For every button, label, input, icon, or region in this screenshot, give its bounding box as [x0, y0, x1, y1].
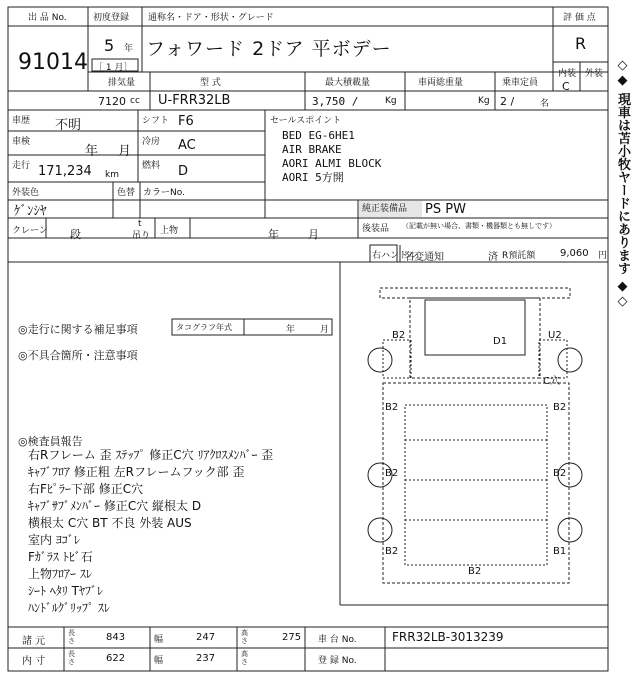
defects-title: ◎不具合箇所・注意事項	[18, 349, 138, 362]
inspector-line: ﾊﾝﾄﾞﾙｸﾞﾘｯﾌﾟ ｽﾚ	[28, 601, 110, 615]
shift-label: シフト	[142, 116, 170, 126]
width-label-2: 幅	[154, 656, 164, 666]
dim-length: 843	[106, 632, 126, 643]
interior-grade: C	[562, 80, 570, 93]
height-label-2: 高さ	[241, 650, 248, 666]
interior-grade-label: 内装	[558, 69, 577, 79]
sales-point: AORI ALMI BLOCK	[282, 157, 382, 170]
max-load-label: 最大積載量	[325, 78, 371, 88]
inspector-line: 右Fﾋﾟﾗｰ下部 修正C穴	[28, 482, 144, 496]
color-change-label: 色替	[117, 188, 136, 198]
upper-label: 上物	[160, 226, 179, 236]
sales-point: AORI 5方開	[282, 171, 344, 184]
mileage-label: 走行	[12, 161, 31, 171]
color-number-label: カラーNo.	[143, 188, 185, 198]
diagram-mark: B2	[385, 402, 399, 413]
model-code: U-FRR32LB	[158, 93, 231, 108]
inspector-line: ｷｬﾌﾞｻﾌﾞﾒﾝﾊﾞｰ 修正C穴 縦根太 D	[28, 499, 202, 513]
displacement: 7120	[98, 95, 126, 108]
sales-points-list	[282, 129, 381, 185]
driving-remarks-title: ◎走行に関する補足事項	[18, 323, 138, 336]
genuine-equip-label: 純正装備品	[359, 201, 422, 217]
year-value: 5	[104, 36, 115, 55]
diagram-mark: U2	[548, 330, 562, 341]
inspector-line: ｷｬﾌﾞﾌﾛｱ 修正粗 左Rフレームフック部 歪	[28, 465, 245, 479]
year-unit: 年	[124, 44, 134, 54]
crane-label: クレーン	[12, 226, 48, 236]
diagram-mark: B2	[553, 402, 567, 413]
chassis-no: FRR32LB-3013239	[392, 630, 504, 644]
aftermarket-label: 後装品	[362, 224, 390, 234]
crane-stage-label: 段	[70, 228, 81, 241]
diagram-mark: B2	[385, 468, 399, 479]
height-label: 高さ	[241, 629, 248, 645]
diagram-mark: B2	[468, 566, 482, 577]
displacement-unit: cc	[130, 96, 140, 106]
history-value: 不明	[55, 118, 82, 133]
inspection-year: 年	[85, 144, 99, 159]
inspector-line: Fｶﾞﾗｽ ﾄﾋﾞ石	[28, 550, 93, 564]
inspector-line: 室内 ﾖｺﾞﾚ	[28, 533, 80, 547]
genuine-equip: PS PW	[425, 202, 466, 217]
max-load: 3,750 /	[312, 95, 359, 108]
exterior-grade-label: 外装	[585, 69, 604, 79]
mileage-unit: km	[105, 170, 119, 180]
upper-year-label: 年	[268, 228, 279, 241]
gross-weight-unit: Kg	[478, 96, 490, 106]
history-label: 車歴	[12, 116, 31, 126]
first-reg-label: 初度登録	[93, 13, 130, 23]
inspector-report	[28, 447, 273, 617]
side-banner: ◇◆ 現車は苫小牧ヤードにあります ◆◇	[615, 58, 630, 310]
width-label: 幅	[154, 635, 164, 645]
chassis-label: 車 台 No.	[318, 635, 357, 645]
capacity: 2 /	[500, 95, 515, 108]
shift: F6	[178, 114, 194, 129]
tacho-label: タコグラフ年式	[176, 323, 232, 332]
diagram-mark: B2	[385, 546, 399, 557]
inspector-line: 右Rフレーム 歪 ｽﾃｯﾌﾟ 修正C穴 ﾘｱｸﾛｽﾒﾝﾊﾞｰ 歪	[28, 448, 274, 462]
sales-point: AIR BRAKE	[282, 143, 342, 156]
rating-value: R	[575, 34, 587, 53]
name-change-label: 名変通知	[404, 252, 444, 263]
length-label: 長さ	[68, 629, 75, 645]
inspector-line: ｼｰﾄ ﾍﾀﾘ Tﾔﾌﾞﾚ	[28, 584, 103, 598]
in-length: 622	[106, 653, 126, 664]
recycle-label: R預託額	[502, 251, 536, 261]
model-header: 通称名・ドア・形状・グレード	[148, 13, 274, 23]
max-load-unit: Kg	[385, 96, 397, 106]
dims-label: 諸 元	[22, 636, 46, 647]
inspector-line: 横根太 C穴 BT 不良 外装 AUS	[28, 516, 192, 530]
color: ｹﾞﾝｼﾔ	[14, 204, 47, 219]
crane-ton-label: t	[138, 219, 142, 229]
tacho-year: 年	[286, 325, 296, 335]
ac: AC	[178, 138, 196, 153]
upper-month-label: 月	[308, 228, 319, 241]
fuel: D	[178, 164, 189, 179]
inspection-label: 車検	[12, 137, 31, 147]
crane-hang-label: 吊り	[132, 231, 151, 241]
tacho-month: 月	[320, 325, 330, 335]
aftermarket-note: （記載が無い場合、書類・機器類とも無しです）	[402, 222, 556, 230]
diagram-mark: D1	[493, 336, 508, 347]
rating-label: 評 価 点	[563, 13, 596, 23]
diagram-mark: B2	[392, 330, 406, 341]
recycle-unit: 円	[598, 251, 608, 261]
interior-dims-label: 内 寸	[22, 656, 46, 667]
fuel-label: 燃料	[142, 161, 161, 171]
inspector-line: 上物ﾌﾛｱｰ ｽﾚ	[28, 567, 92, 581]
capacity-label: 乗車定員	[502, 78, 539, 88]
diagram-mark: B2	[553, 468, 567, 479]
capacity-unit: 名	[540, 99, 550, 109]
displacement-label: 排気量	[108, 78, 136, 88]
diagram-mark: C穴	[543, 376, 560, 387]
inspector-title: ◎検査員報告	[18, 435, 83, 448]
sales-points-label: セールスポイント	[270, 116, 342, 126]
inspection-month: 月	[118, 144, 132, 159]
dim-height: 275	[282, 632, 302, 643]
steering-label: 右ハンドル	[372, 251, 418, 261]
registration-label: 登 録 No.	[318, 656, 357, 666]
dim-width: 247	[196, 632, 216, 643]
in-width: 237	[196, 653, 216, 664]
lot-number: 91014	[18, 50, 88, 75]
month-text: ［ 1 月］	[94, 63, 133, 73]
model-code-label: 型 式	[200, 78, 221, 88]
sales-point: BED EG-6HE1	[282, 129, 355, 142]
lot-label: 出 品 No.	[28, 13, 67, 23]
recycle-amount: 9,060	[560, 248, 589, 259]
color-label: 外装色	[12, 188, 40, 198]
ac-label: 冷房	[142, 137, 161, 147]
model-name: フォワード 2ドア 平ボデー	[146, 38, 392, 60]
length-label-2: 長さ	[68, 650, 75, 666]
diagram-mark: B1	[553, 546, 567, 557]
recycle-mark: 済	[488, 252, 498, 263]
mileage: 171,234	[38, 164, 92, 179]
gross-weight-label: 車両総重量	[418, 78, 464, 88]
